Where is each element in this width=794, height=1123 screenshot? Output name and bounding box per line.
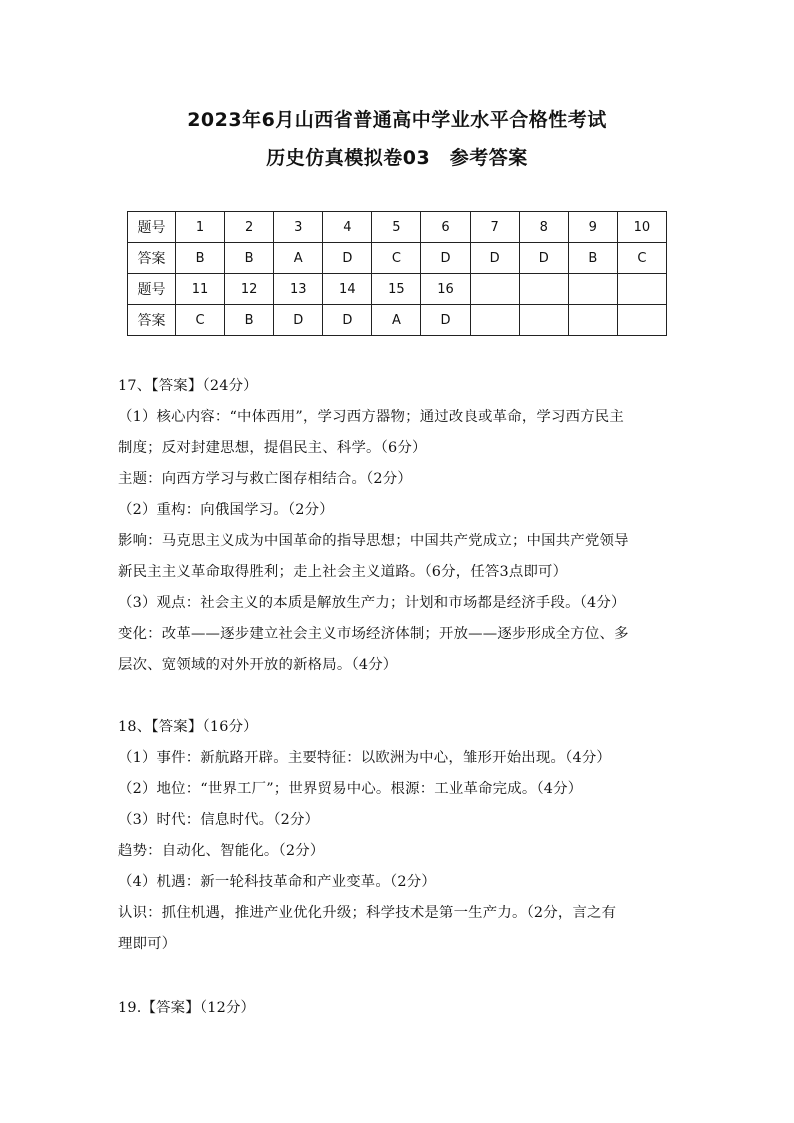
table-cell: C <box>617 243 666 274</box>
table-row <box>128 212 667 243</box>
answer-line: 认识：抓住机遇，推进产业优化升级；科学技术是第一生产力。（2分，言之有 <box>118 905 617 921</box>
table-cell <box>568 305 617 336</box>
table-cell: 7 <box>470 212 519 243</box>
answer-heading: 19.【答案】（12分） <box>118 1000 256 1016</box>
table-cell: C <box>372 243 421 274</box>
answer-line: 变化：改革——逐步建立社会主义市场经济体制；开放——逐步形成全方位、多 <box>118 626 629 642</box>
page-title: 2023年6月山西省普通高中学业水平合格性考试 <box>187 109 607 131</box>
row-header: 题号 <box>128 212 176 243</box>
table-cell <box>519 305 568 336</box>
answer-line: （3）时代：信息时代。（2分） <box>118 812 320 828</box>
table-cell: 5 <box>372 212 421 243</box>
table-cell: 9 <box>568 212 617 243</box>
question-18-answer <box>118 712 688 960</box>
table-cell: 3 <box>274 212 323 243</box>
answer-table <box>127 211 667 336</box>
table-cell: D <box>421 243 470 274</box>
answer-line: （1）核心内容：“中体西用”，学习西方器物；通过改良或革命，学习西方民主 <box>118 409 624 425</box>
table-row <box>128 243 667 274</box>
answer-line: 新民主主义革命取得胜利；走上社会主义道路。（6分，任答3点即可） <box>118 564 568 580</box>
row-header: 答案 <box>128 243 176 274</box>
table-cell: D <box>519 243 568 274</box>
table-cell: 12 <box>225 274 274 305</box>
table-cell: C <box>176 305 225 336</box>
table-cell: 4 <box>323 212 372 243</box>
table-cell: 6 <box>421 212 470 243</box>
answer-line: （1）事件：新航路开辟。主要特征：以欧洲为中心，雏形开始出现。（4分） <box>118 750 612 766</box>
table-row <box>128 305 667 336</box>
table-cell <box>568 274 617 305</box>
table-cell <box>617 274 666 305</box>
row-header: 答案 <box>128 305 176 336</box>
row-header: 题号 <box>128 274 176 305</box>
answer-line: 层次、宽领域的对外开放的新格局。（4分） <box>118 657 398 673</box>
answer-heading: 18、【答案】（16分） <box>118 719 258 735</box>
answer-line: （2）重构：向俄国学习。（2分） <box>118 502 334 518</box>
page-subtitle: 历史仿真模拟卷03 参考答案 <box>266 147 528 169</box>
table-cell: 1 <box>176 212 225 243</box>
question-19-answer <box>118 993 688 1024</box>
table-cell: 2 <box>225 212 274 243</box>
table-cell: B <box>568 243 617 274</box>
table-cell: A <box>372 305 421 336</box>
table-cell <box>617 305 666 336</box>
answer-line: 趋势：自动化、智能化。（2分） <box>118 843 325 859</box>
answer-line: 理即可） <box>118 936 177 952</box>
answer-line: 制度；反对封建思想，提倡民主、科学。（6分） <box>118 440 427 456</box>
answer-line: （2）地位：“世界工厂”；世界贸易中心。根源：工业革命完成。（4分） <box>118 781 583 797</box>
answer-line: 主题：向西方学习与救亡图存相结合。（2分） <box>118 471 412 487</box>
table-cell: B <box>176 243 225 274</box>
table-cell <box>470 305 519 336</box>
table-row <box>128 274 667 305</box>
table-cell <box>519 274 568 305</box>
table-cell: 8 <box>519 212 568 243</box>
table-cell: B <box>225 305 274 336</box>
table-cell: D <box>323 243 372 274</box>
table-cell: 16 <box>421 274 470 305</box>
table-cell: D <box>274 305 323 336</box>
table-cell: 14 <box>323 274 372 305</box>
answer-heading: 17、【答案】（24分） <box>118 378 258 394</box>
table-cell: D <box>421 305 470 336</box>
table-cell: 10 <box>617 212 666 243</box>
table-cell: B <box>225 243 274 274</box>
question-17-answer <box>118 371 688 681</box>
table-cell: 13 <box>274 274 323 305</box>
table-cell <box>470 274 519 305</box>
table-cell: 11 <box>176 274 225 305</box>
table-cell: D <box>323 305 372 336</box>
answer-line: （4）机遇：新一轮科技革命和产业变革。（2分） <box>118 874 436 890</box>
table-cell: 15 <box>372 274 421 305</box>
answer-line: 影响：马克思主义成为中国革命的指导思想；中国共产党成立；中国共产党领导 <box>118 533 629 549</box>
table-cell: A <box>274 243 323 274</box>
table-cell: D <box>470 243 519 274</box>
answer-line: （3）观点：社会主义的本质是解放生产力；计划和市场都是经济手段。（4分） <box>118 595 626 611</box>
